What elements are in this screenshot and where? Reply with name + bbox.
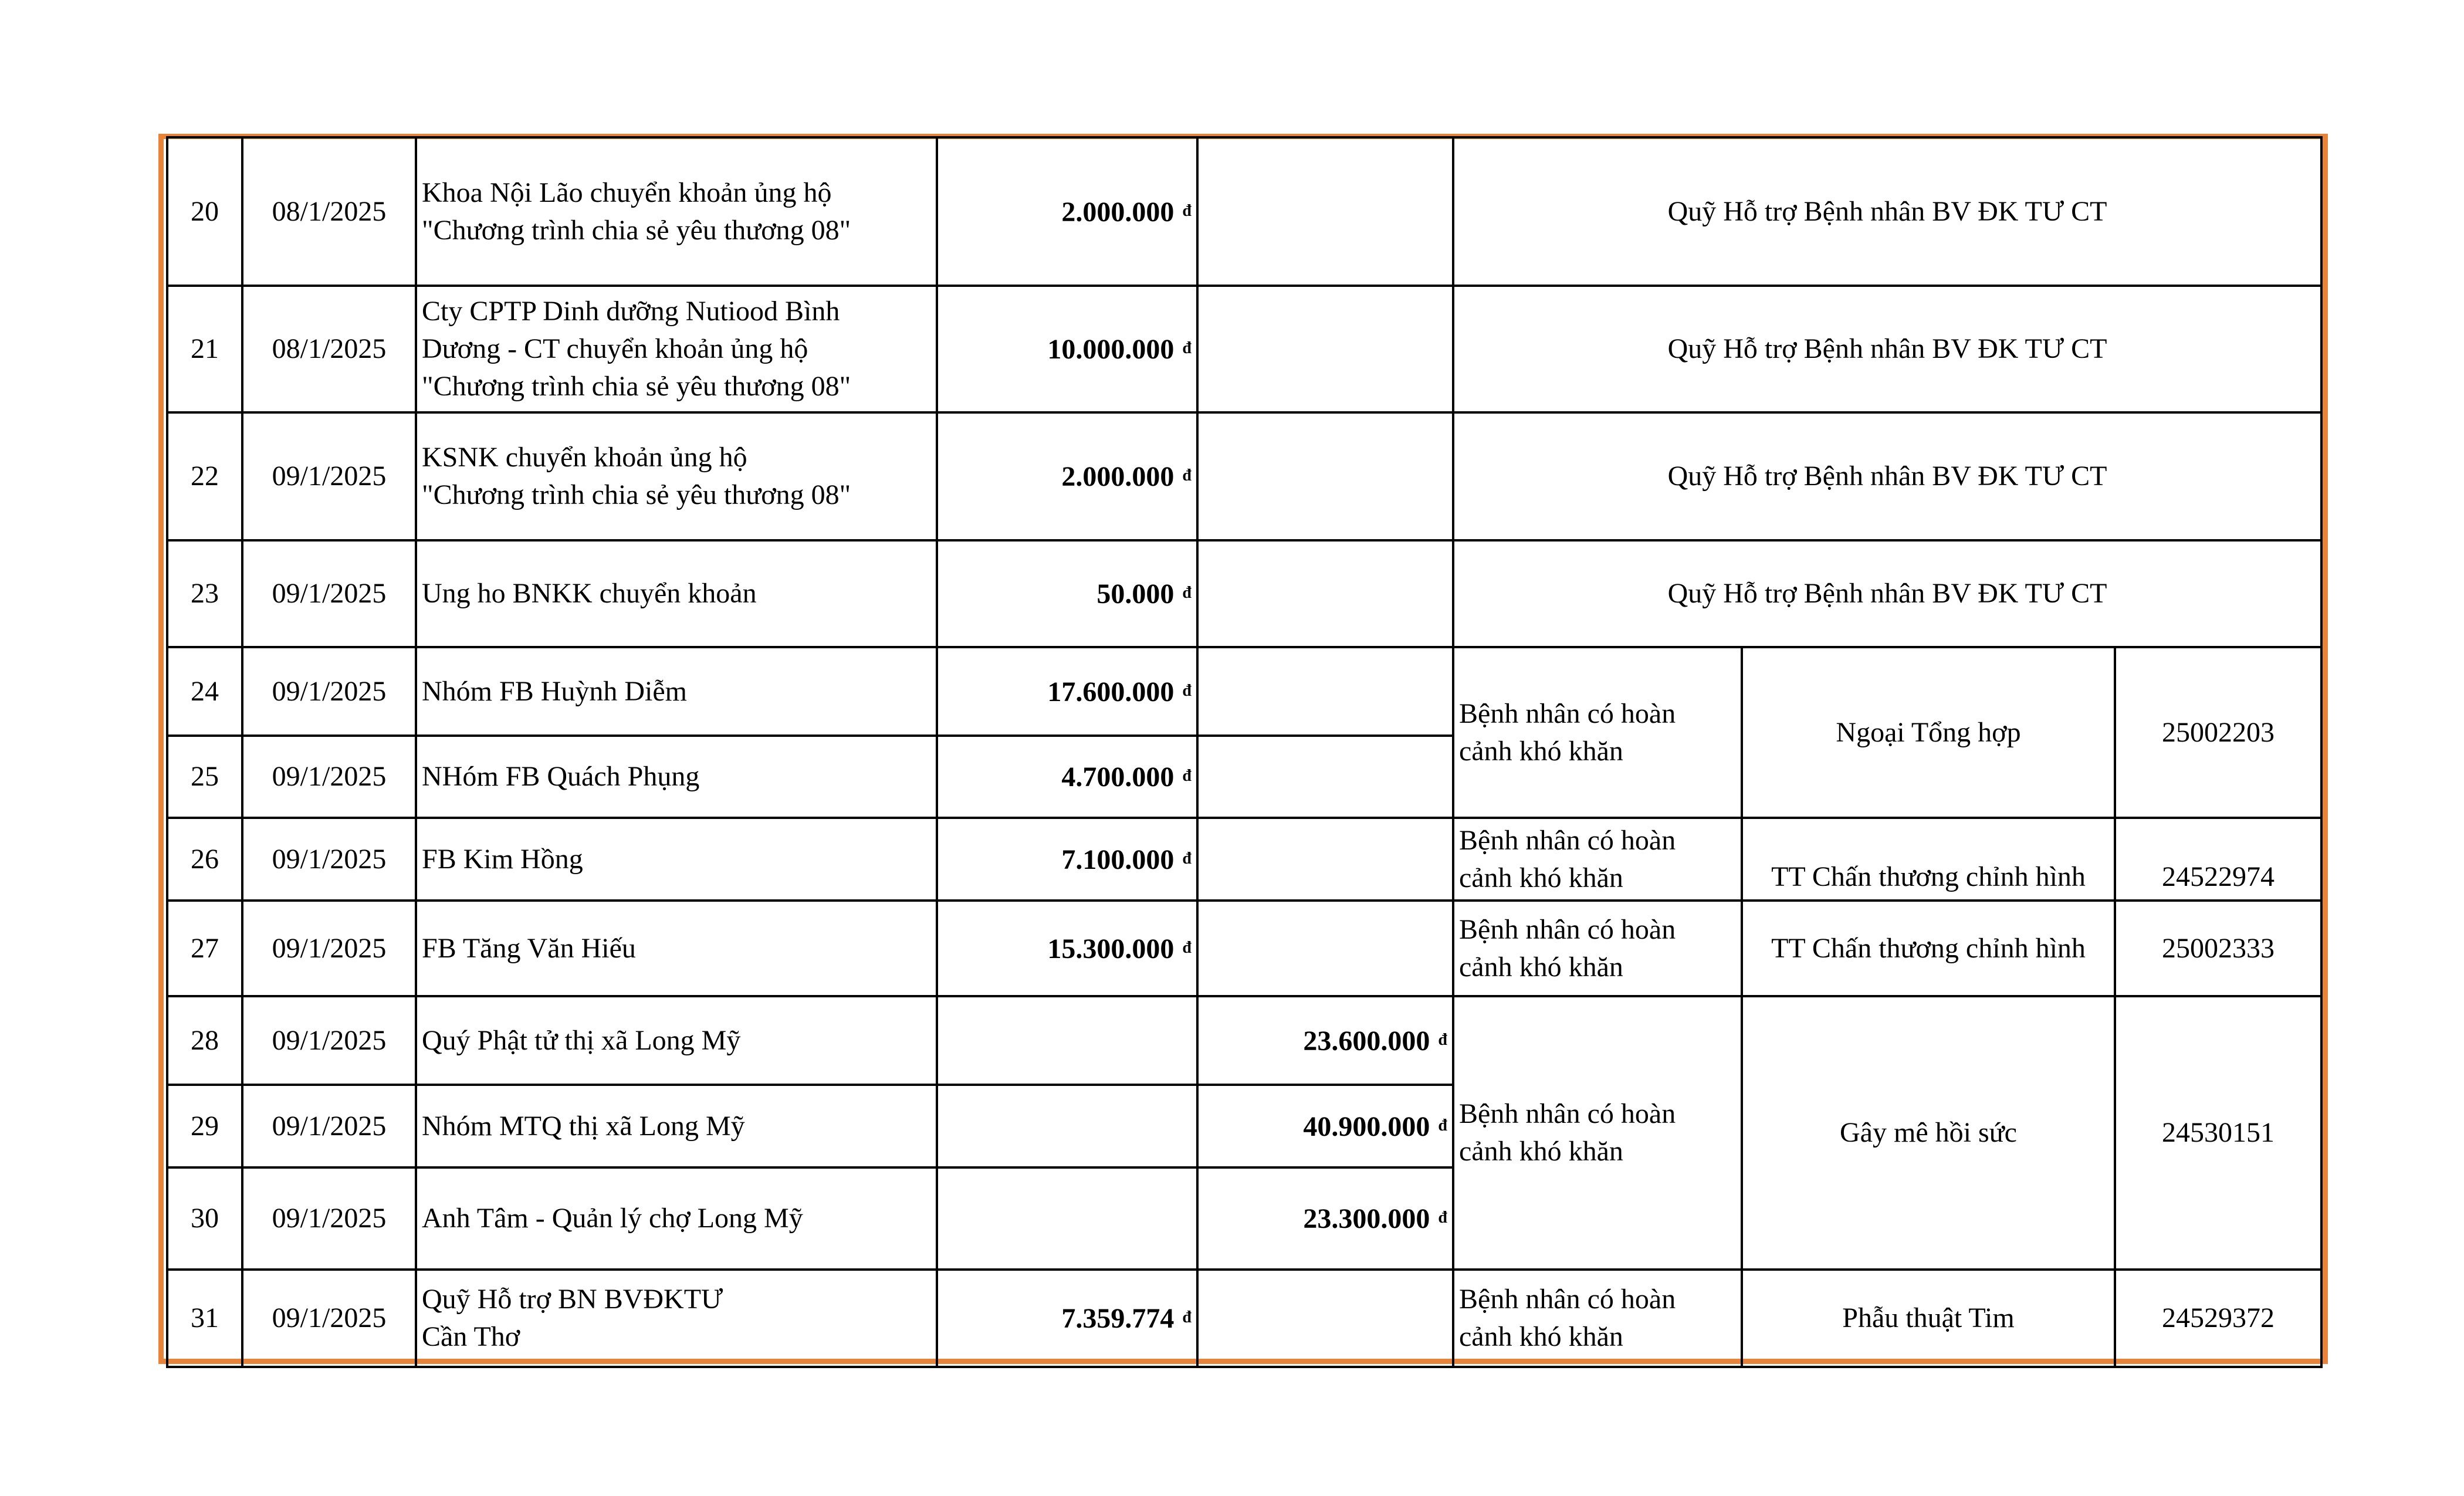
patient-type: Bệnh nhân có hoàn cảnh khó khăn: [1453, 1270, 1742, 1367]
patient-type: Bệnh nhân có hoàn cảnh khó khăn: [1453, 901, 1742, 996]
row-description: Cty CPTP Dinh dưỡng Nutiood Bình Dương - CT chuyển khoản ủng hộ "Chương trình chia sẻ yêu thương 08": [416, 286, 937, 412]
row-number: 31: [167, 1270, 242, 1367]
row-number: 21: [167, 286, 242, 412]
table-row: [167, 286, 2321, 412]
table-row: [167, 901, 2321, 996]
patient-type: Bệnh nhân có hoàn cảnh khó khăn: [1453, 647, 1742, 818]
patient-department: Phẫu thuật Tim: [1742, 1270, 2115, 1367]
row-date: 09/1/2025: [242, 1167, 416, 1270]
table-row: [167, 647, 2321, 736]
row-amount: [937, 996, 1197, 1085]
row-description: Anh Tâm - Quản lý chợ Long Mỹ: [416, 1167, 937, 1270]
table-row: [167, 540, 2321, 647]
row-description: Ung ho BNKK chuyển khoản: [416, 540, 937, 647]
row-amount-2: [1197, 647, 1453, 736]
row-amount-2: 23.600.000 đ: [1197, 996, 1453, 1085]
row-number: 20: [167, 137, 242, 286]
row-description: Nhóm MTQ thị xã Long Mỹ: [416, 1085, 937, 1167]
row-amount-2: [1197, 901, 1453, 996]
row-number: 26: [167, 818, 242, 901]
row-amount-2: 23.300.000 đ: [1197, 1167, 1453, 1270]
row-amount-2: [1197, 137, 1453, 286]
row-number: 28: [167, 996, 242, 1085]
row-date: 08/1/2025: [242, 286, 416, 412]
patient-code: 25002333: [2115, 901, 2321, 996]
row-number: 30: [167, 1167, 242, 1270]
row-description: NHóm FB Quách Phụng: [416, 736, 937, 818]
row-description: Quý Phật tử thị xã Long Mỹ: [416, 996, 937, 1085]
patient-department: Gây mê hồi sức: [1742, 996, 2115, 1270]
table-row: [167, 1270, 2321, 1367]
row-date: 09/1/2025: [242, 1270, 416, 1367]
row-date: 09/1/2025: [242, 818, 416, 901]
row-amount: [937, 1167, 1197, 1270]
row-description: Khoa Nội Lão chuyển khoản ủng hộ "Chương trình chia sẻ yêu thương 08": [416, 137, 937, 286]
row-description: Quỹ Hỗ trợ BN BVĐKTƯ Cần Thơ: [416, 1270, 937, 1367]
row-amount: 17.600.000 đ: [937, 647, 1197, 736]
table-row: [167, 412, 2321, 540]
patient-code: 24530151: [2115, 996, 2321, 1270]
row-amount-2: [1197, 1270, 1453, 1367]
row-recipient: Quỹ Hỗ trợ Bệnh nhân BV ĐK TƯ CT: [1453, 540, 2321, 647]
row-amount: 10.000.000 đ: [937, 286, 1197, 412]
row-amount-2: 40.900.000 đ: [1197, 1085, 1453, 1167]
row-recipient: Quỹ Hỗ trợ Bệnh nhân BV ĐK TƯ CT: [1453, 412, 2321, 540]
table-row: [167, 996, 2321, 1085]
row-amount: 2.000.000 đ: [937, 137, 1197, 286]
row-description: FB Tăng Văn Hiếu: [416, 901, 937, 996]
row-date: 09/1/2025: [242, 647, 416, 736]
patient-department: Ngoại Tổng hợp: [1742, 647, 2115, 818]
patient-type: Bệnh nhân có hoàn cảnh khó khăn: [1453, 818, 1742, 901]
row-recipient: Quỹ Hỗ trợ Bệnh nhân BV ĐK TƯ CT: [1453, 286, 2321, 412]
row-amount: 7.100.000 đ: [937, 818, 1197, 901]
patient-department: TT Chấn thương chỉnh hình: [1742, 818, 2115, 901]
row-date: 09/1/2025: [242, 901, 416, 996]
row-date: 08/1/2025: [242, 137, 416, 286]
row-date: 09/1/2025: [242, 736, 416, 818]
row-amount-2: [1197, 286, 1453, 412]
row-number: 29: [167, 1085, 242, 1167]
table-row: [167, 818, 2321, 901]
row-amount: 15.300.000 đ: [937, 901, 1197, 996]
row-date: 09/1/2025: [242, 412, 416, 540]
donation-table: [166, 136, 2323, 1368]
row-date: 09/1/2025: [242, 540, 416, 647]
row-number: 27: [167, 901, 242, 996]
row-amount: [937, 1085, 1197, 1167]
row-amount: 2.000.000 đ: [937, 412, 1197, 540]
patient-code: 25002203: [2115, 647, 2321, 818]
row-amount: 50.000 đ: [937, 540, 1197, 647]
row-amount-2: [1197, 818, 1453, 901]
row-description: Nhóm FB Huỳnh Diễm: [416, 647, 937, 736]
table-row: [167, 137, 2321, 286]
patient-code: 24529372: [2115, 1270, 2321, 1367]
row-date: 09/1/2025: [242, 1085, 416, 1167]
row-amount-2: [1197, 736, 1453, 818]
row-number: 25: [167, 736, 242, 818]
row-amount-2: [1197, 540, 1453, 647]
row-number: 24: [167, 647, 242, 736]
row-amount: 4.700.000 đ: [937, 736, 1197, 818]
row-amount-2: [1197, 412, 1453, 540]
patient-department: TT Chấn thương chỉnh hình: [1742, 901, 2115, 996]
row-description: FB Kim Hồng: [416, 818, 937, 901]
row-description: KSNK chuyển khoản ủng hộ "Chương trình chia sẻ yêu thương 08": [416, 412, 937, 540]
row-number: 23: [167, 540, 242, 647]
row-number: 22: [167, 412, 242, 540]
row-date: 09/1/2025: [242, 996, 416, 1085]
row-recipient: Quỹ Hỗ trợ Bệnh nhân BV ĐK TƯ CT: [1453, 137, 2321, 286]
patient-code: 24522974: [2115, 818, 2321, 901]
row-amount: 7.359.774 đ: [937, 1270, 1197, 1367]
patient-type: Bệnh nhân có hoàn cảnh khó khăn: [1453, 996, 1742, 1270]
